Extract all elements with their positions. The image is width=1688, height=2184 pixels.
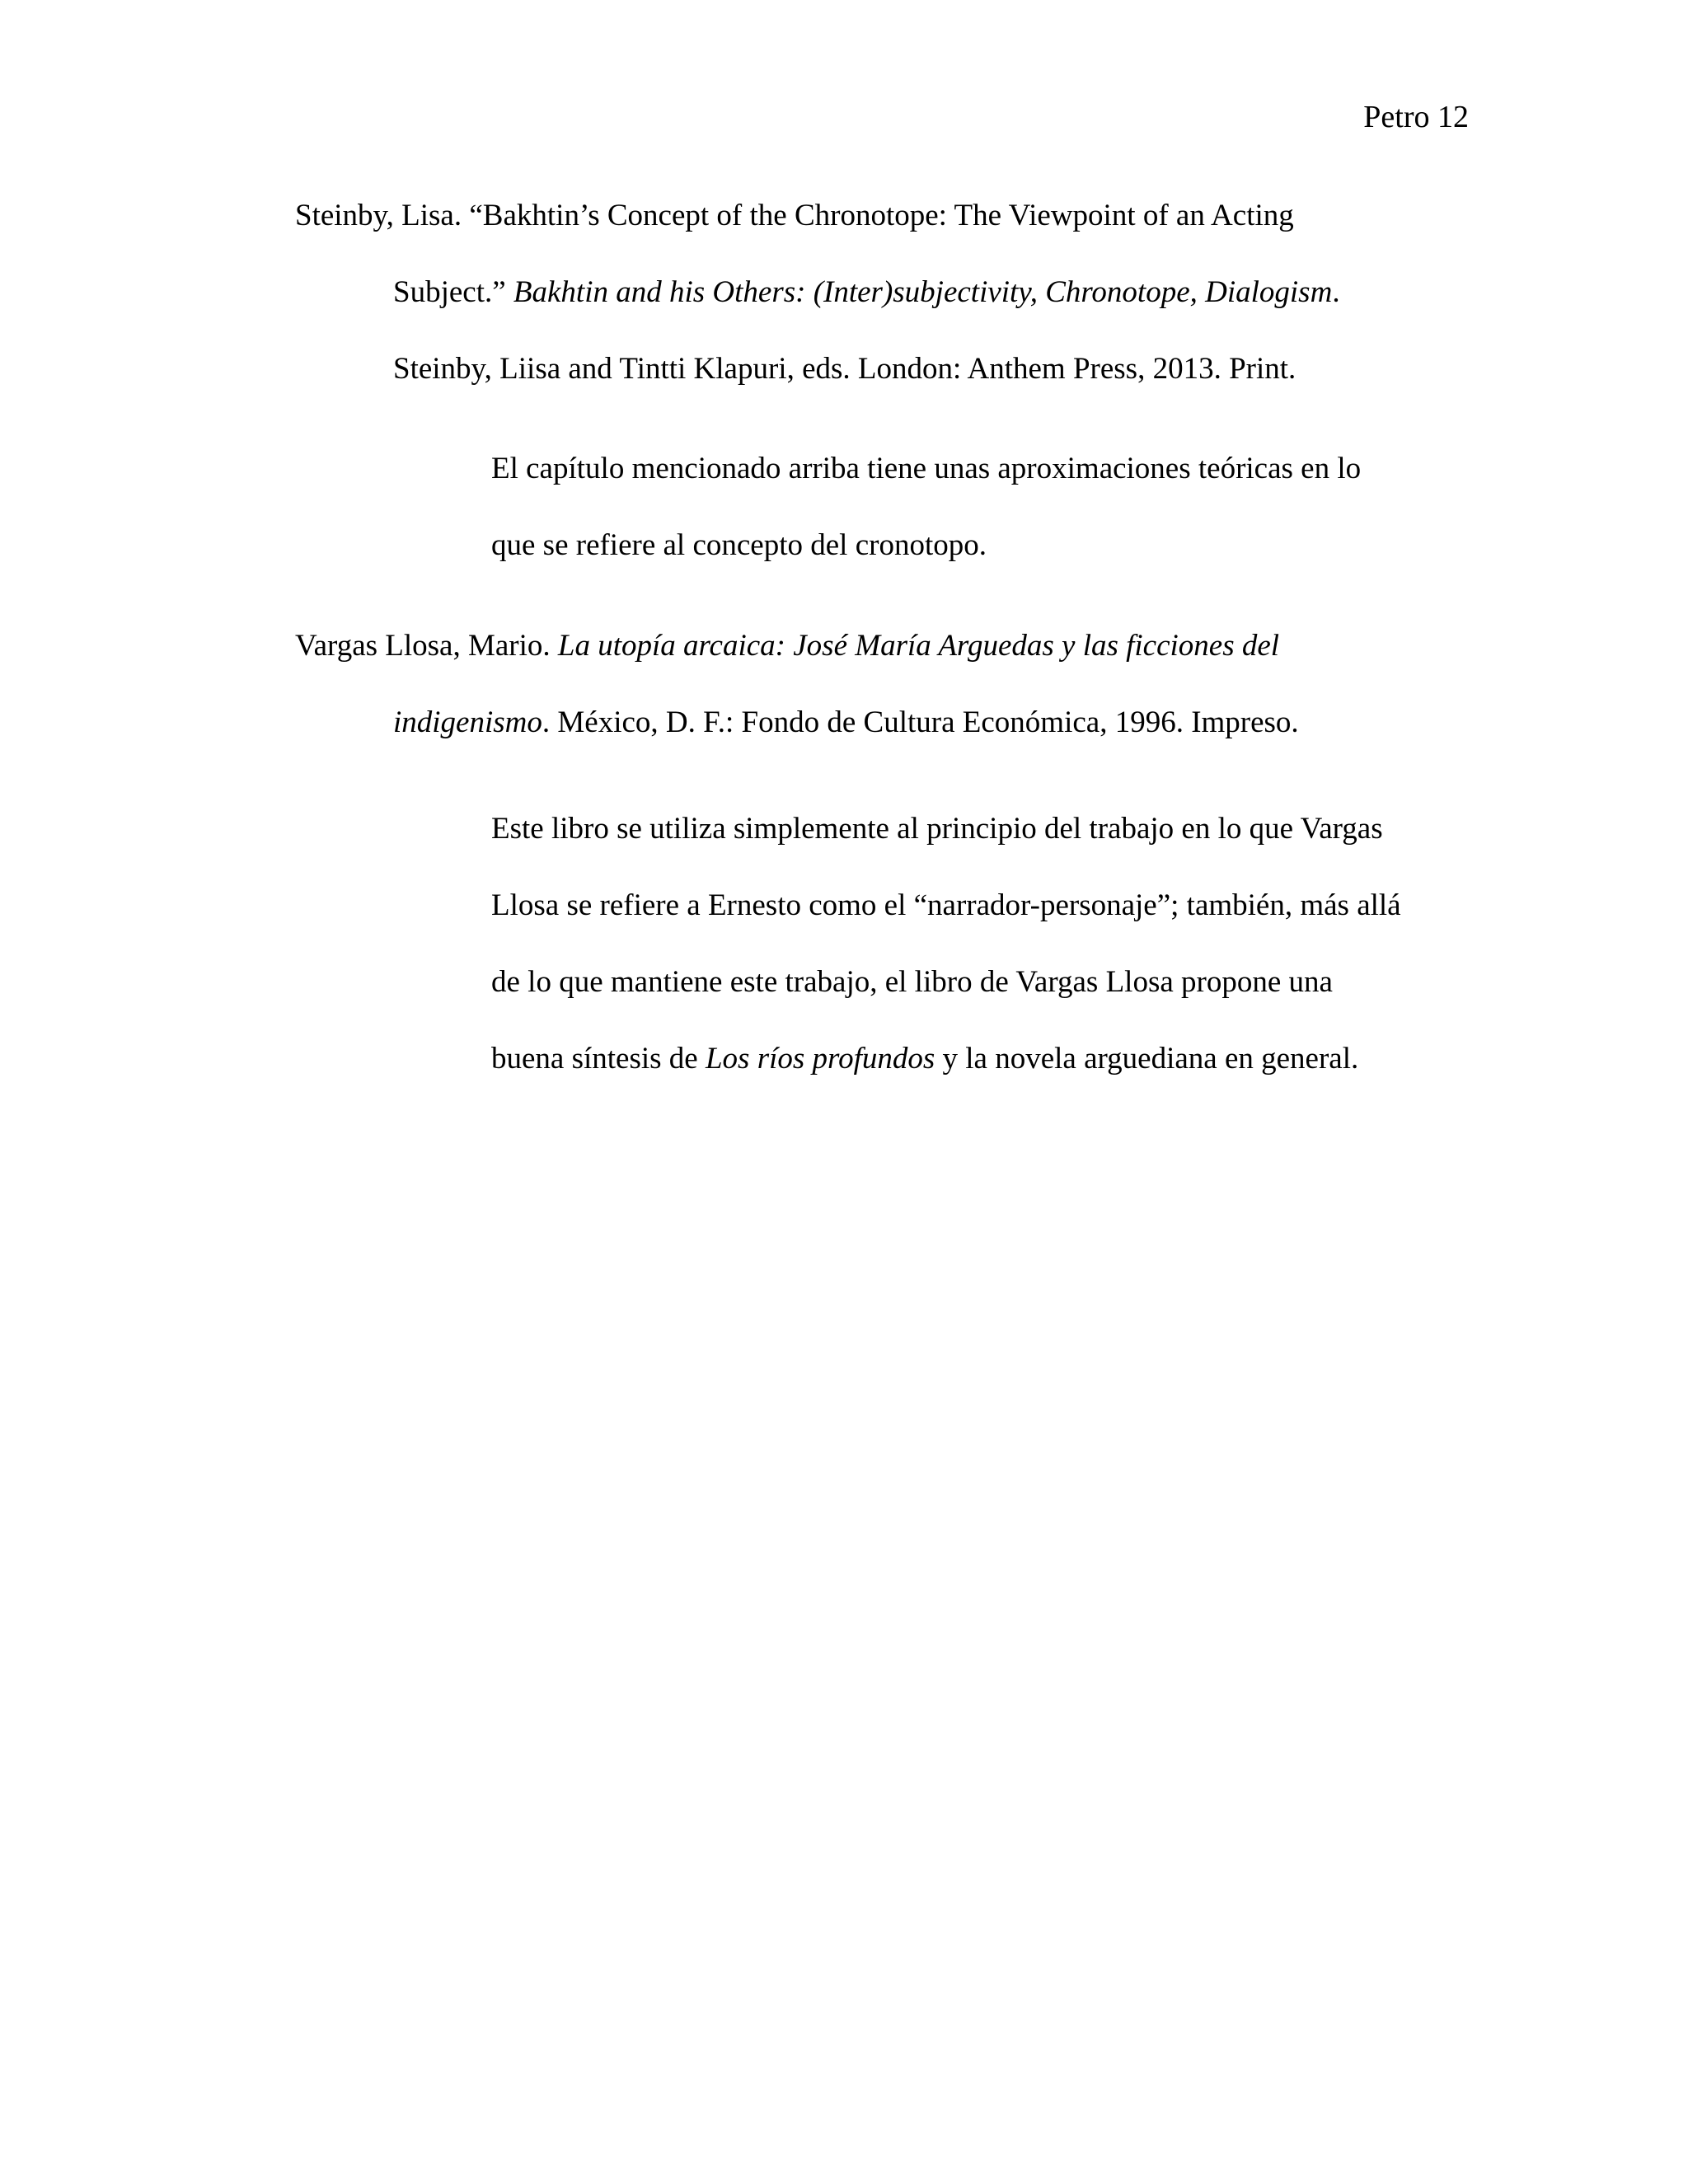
annotation-vargas-llosa <box>491 809 1480 1116</box>
citation-text: . <box>1332 275 1340 309</box>
annotation-line <box>491 449 1480 526</box>
citation-line <box>295 273 1465 349</box>
annotation-line <box>491 1039 1480 1116</box>
annotation-line <box>491 809 1480 886</box>
book-title: indigenismo <box>393 705 542 739</box>
citation-text: Vargas Llosa, Mario. <box>295 629 558 663</box>
annotation-text: Este libro se utiliza simplemente al principio del trabajo en lo que Vargas <box>491 812 1383 846</box>
citation-line <box>295 349 1465 426</box>
book-title: Bakhtin and his Others: (Inter)subjectivity, Chronotope, Dialogism <box>513 275 1333 309</box>
citation-text: Steinby, Lisa. “Bakhtin’s Concept of the Chronotope: The Viewpoint of an Acting <box>295 199 1294 232</box>
annotation-line <box>491 886 1480 963</box>
citation-line <box>295 703 1465 780</box>
book-title: La utopía arcaica: José María Arguedas y las ficciones del <box>557 629 1280 663</box>
annotation-text: buena síntesis de <box>491 1042 706 1076</box>
annotation-text: El capítulo mencionado arriba tiene unas aproximaciones teóricas en lo <box>491 452 1362 485</box>
annotation-line <box>491 963 1480 1039</box>
annotation-text: que se refiere al concepto del cronotopo. <box>491 528 987 562</box>
citation-text: . México, D. F.: Fondo de Cultura Económica, 1996. Impreso. <box>542 705 1299 739</box>
running-head: Petro 12 <box>1363 100 1469 134</box>
annotation-text: y la novela arguediana en general. <box>935 1042 1359 1076</box>
annotation-steinby <box>491 449 1480 602</box>
citation-text: Subject.” <box>393 275 513 309</box>
citation-line <box>295 196 1465 273</box>
annotation-text: de lo que mantiene este trabajo, el libro de Vargas Llosa propone una <box>491 965 1333 999</box>
annotation-text: Llosa se refiere a Ernesto como el “narrador-personaje”; también, más allá <box>491 888 1401 922</box>
book-title: Los ríos profundos <box>705 1042 935 1076</box>
bibliography-entry-vargas-llosa <box>295 626 1465 780</box>
citation-line <box>295 626 1465 703</box>
citation-text: Steinby, Liisa and Tintti Klapuri, eds. London: Anthem Press, 2013. Print. <box>393 352 1296 386</box>
bibliography-entry-steinby <box>295 196 1465 426</box>
annotation-line <box>491 526 1480 602</box>
